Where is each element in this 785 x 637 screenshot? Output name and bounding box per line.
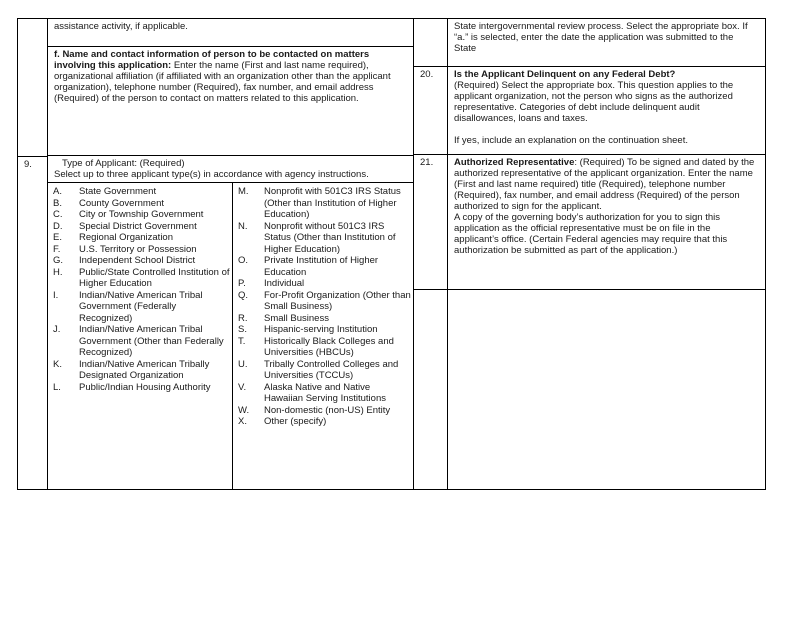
applicant-type-label: Tribally Controlled Colleges and Universities (TCCUs): [264, 358, 399, 381]
table-left-half: [18, 19, 414, 489]
applicant-type-letter: X.: [238, 416, 247, 427]
applicant-type-item: [238, 221, 411, 256]
item-f-body: Enter the name (First and last name required), organizational affiliation (if affiliated with an organization other than the applicant organization), telephone number (Required), fax number, and email address (Required) of the person to contact on matters related to this application.: [54, 60, 391, 104]
item-20-cell: [448, 67, 765, 155]
applicant-type-label: Other (specify): [264, 416, 327, 427]
applicant-type-label: For-Profit Organization (Other than Small Business): [264, 289, 411, 312]
applicant-type-item: [238, 186, 411, 221]
right-number-cell-empty-bottom: [414, 290, 447, 489]
item-f-heading: f. Name and contact information of person to be contacted on matters involving this application:: [54, 49, 370, 71]
applicant-type-letter: J.: [53, 324, 61, 335]
item-9-header: [48, 156, 413, 183]
right-number-cell-empty-top: [414, 19, 447, 67]
applicant-type-item: [53, 267, 230, 290]
applicant-type-letter: K.: [53, 358, 62, 370]
applicant-type-letter: R.: [238, 312, 248, 324]
applicant-type-letter: L.: [53, 381, 61, 393]
applicant-type-label: Independent School District: [79, 255, 196, 266]
applicant-type-label: Alaska Native and Native Hawaiian Serving Institutions: [264, 381, 386, 404]
applicant-type-label: Regional Organization: [79, 232, 174, 243]
applicant-type-item: [238, 255, 411, 278]
applicant-type-letter: U.: [238, 358, 248, 370]
applicant-type-letter: W.: [238, 404, 250, 416]
item-f-cell: [48, 47, 413, 156]
item-20-body: (Required) Select the appropriate box. This question applies to the applicant organization, not the person who signs as the authorized representative. Categories of debt include delinquent audit disallowances, loans and taxes.: [454, 80, 734, 124]
applicant-type-label: Nonprofit with 501C3 IRS Status (Other than Institution of Higher Education): [264, 186, 401, 220]
left-content-column: [48, 19, 413, 489]
applicant-type-label: Historically Black Colleges and Universities (HBCUs): [264, 335, 394, 358]
applicant-type-item: [53, 186, 230, 198]
applicant-type-list-m-x: [233, 183, 413, 489]
applicant-type-letter: B.: [53, 197, 62, 209]
applicant-type-letter: V.: [238, 381, 247, 393]
applicant-type-letter: N.: [238, 220, 248, 232]
applicant-type-item: [53, 244, 230, 256]
applicant-type-label: Nonprofit without 501C3 IRS Status (Other than Institution of Higher Education): [264, 220, 396, 255]
applicant-type-item: [238, 405, 411, 417]
item-9-number: 9.: [24, 159, 32, 170]
applicant-type-item: [53, 255, 230, 267]
applicant-type-letter: F.: [53, 243, 61, 255]
applicant-type-letter: O.: [238, 255, 249, 266]
applicant-type-label: Individual: [264, 278, 305, 289]
applicant-type-letter: C.: [53, 209, 63, 220]
applicant-type-letter: G.: [53, 255, 64, 266]
item-9-cell: [48, 156, 413, 489]
applicant-type-item: [53, 198, 230, 210]
applicant-type-item: [238, 313, 411, 325]
applicant-type-item: [53, 290, 230, 325]
applicant-type-letter: P.: [238, 278, 246, 289]
applicant-type-item: [238, 416, 411, 428]
applicant-type-label: Indian/Native American Tribal Government (Federally Recognized): [79, 289, 203, 324]
item-20-heading: Is the Applicant Delinquent on any Federal Debt?: [454, 69, 676, 80]
applicant-type-item: [238, 324, 411, 336]
item-21-body: : (Required) To be signed and dated by the authorized representative of the applicant organization. Enter the name (First and last name required) title (Required), telephone number (Required), fax number, and email address (Required) of the person authorized to sign for the applicant.: [454, 157, 755, 212]
item-21-paragraph-1: [454, 157, 757, 212]
item-21-cell: [448, 155, 765, 290]
instructions-table: [17, 18, 766, 490]
applicant-type-item: [53, 324, 230, 359]
applicant-type-item: [53, 232, 230, 244]
applicant-type-label: State Government: [79, 186, 157, 197]
item-20-note: If yes, include an explanation on the continuation sheet.: [454, 135, 688, 146]
applicant-type-letter: T.: [238, 335, 246, 347]
applicant-type-item: [53, 359, 230, 382]
applicant-type-label: U.S. Territory or Possession: [79, 243, 197, 255]
applicant-type-item: [238, 359, 411, 382]
applicant-type-lists: [48, 183, 413, 489]
applicant-type-letter: M.: [238, 186, 249, 197]
applicant-type-letter: Q.: [238, 289, 249, 301]
applicant-type-label: Indian/Native American Tribally Designated Organization: [79, 358, 210, 381]
applicant-type-letter: S.: [238, 324, 247, 335]
right-content-cell-empty: [448, 290, 765, 489]
applicant-type-label: Public/State Controlled Institution of Higher Education: [79, 266, 230, 289]
applicant-type-list-a-l: [48, 183, 233, 489]
right-content-column: [448, 19, 765, 489]
applicant-type-letter: A.: [53, 186, 62, 197]
applicant-type-label: City or Township Government: [79, 209, 204, 220]
item-9-subtitle: Select up to three applicant type(s) in accordance with agency instructions.: [54, 169, 369, 180]
left-number-column: [18, 19, 48, 489]
applicant-type-item: [53, 221, 230, 233]
applicant-type-label: Hispanic-serving Institution: [264, 324, 378, 335]
right-number-column: [414, 19, 448, 489]
table-right-half: [414, 19, 765, 489]
applicant-type-letter: H.: [53, 266, 63, 278]
applicant-type-letter: D.: [53, 220, 63, 232]
applicant-type-item: [53, 382, 230, 394]
left-number-cell-empty: [18, 19, 47, 157]
applicant-type-item: [53, 209, 230, 221]
applicant-type-label: Small Business: [264, 312, 329, 324]
applicant-type-label: Public/Indian Housing Authority: [79, 381, 211, 393]
applicant-type-letter: E.: [53, 232, 62, 243]
applicant-type-item: [238, 382, 411, 405]
item-21-heading: Authorized Representative: [454, 157, 575, 168]
applicant-type-letter: I.: [53, 289, 59, 301]
item-9-title: Type of Applicant: (Required): [62, 158, 185, 169]
applicant-type-label: Non-domestic (non-US) Entity: [264, 404, 391, 416]
item-21-paragraph-2: A copy of the governing body’s authorization for you to sign this application as the official representative must be on file in the applicant’s office. (Certain Federal agencies may require that this authorization be submitted as part of the application.): [454, 212, 728, 256]
item-20-number: 20.: [414, 67, 447, 155]
previous-item-tail-text-right: State intergovernmental review process. Select the appropriate box. If “a.” is selected, enter the date the application was submitted to the State: [448, 19, 765, 67]
applicant-type-item: [238, 278, 411, 290]
applicant-type-item: [238, 336, 411, 359]
applicant-type-item: [238, 290, 411, 313]
applicant-type-label: Private Institution of Higher Education: [264, 255, 379, 278]
applicant-type-label: Indian/Native American Tribal Government (Other than Federally Recognized): [79, 324, 224, 358]
previous-item-tail-text: assistance activity, if applicable.: [48, 19, 413, 47]
applicant-type-label: County Government: [79, 197, 165, 209]
item-21-number: 21.: [414, 155, 447, 290]
applicant-type-label: Special District Government: [79, 220, 197, 232]
